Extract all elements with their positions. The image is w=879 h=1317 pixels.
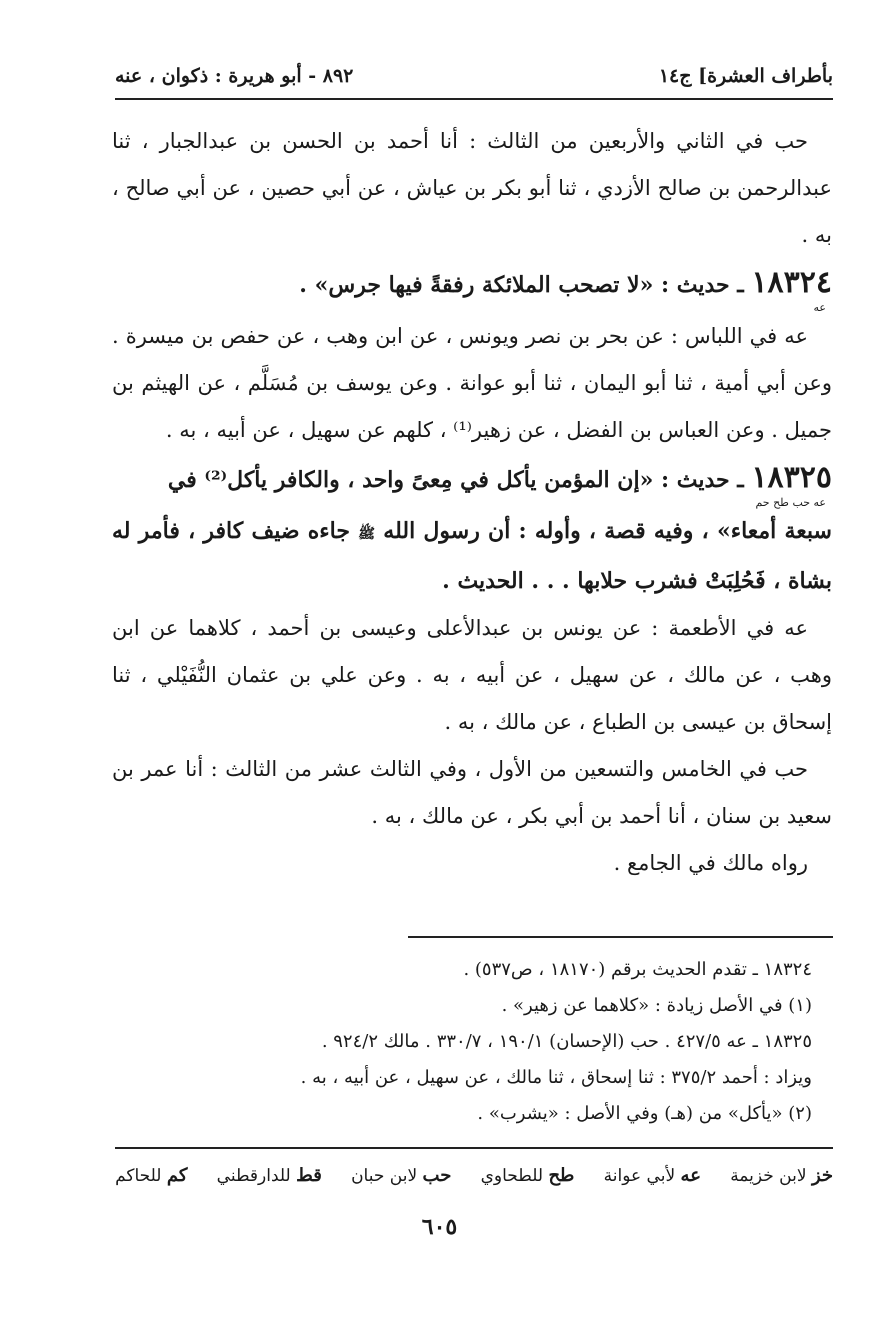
footnote-line: (١) في الأصل زيادة : «كلاهما عن زهير» . bbox=[501, 995, 812, 1016]
paragraph-awana-2: عه في الأطعمة : عن يونس بن عبدالأعلى وعيسى بن أحمد ، كلاهما عن ابن وهب ، عن مالك ، عن سهيل ، عن أبيه ، به . وعن علي بن عثمان النُّفَيْلي ، ثنا إسحاق بن عيسى بن الطباع ، عن مالك ، به . bbox=[112, 616, 832, 734]
paragraph-malik: رواه مالك في الجامع . bbox=[613, 851, 808, 875]
book-title: بأطراف العشرة] ج١٤ bbox=[658, 65, 833, 87]
footnote-line: (٢) «يأكل» من (هـ) وفي الأصل : «يشرب» . bbox=[477, 1103, 812, 1124]
header-divider bbox=[115, 98, 833, 100]
running-header bbox=[115, 58, 833, 94]
abbreviation-legend bbox=[115, 1158, 833, 1192]
hadith-text-line2-suffix: جاءه ضيف كافر ، فأمر له بشاة ، فَحُلِبَتْ فشرب حلابها . . . الحديث . bbox=[112, 518, 832, 594]
hadith-text: ـ حديث : «لا تصحب الملائكة رفقةً فيها جرس» . bbox=[299, 272, 744, 298]
footnote-line: ١٨٣٢٤ ـ تقدم الحديث برقم (١٨١٧٠ ، ص٥٣٧) . bbox=[463, 959, 812, 980]
main-text bbox=[112, 118, 832, 887]
footnote-line: ويزاد : أحمد ٣٧٥/٢ : ثنا إسحاق ، ثنا مالك ، عن سهيل ، عن أبيه ، به . bbox=[300, 1067, 812, 1088]
legend-item: عه لأبي عوانة bbox=[603, 1164, 701, 1186]
footnotes bbox=[112, 952, 832, 1132]
hadith-text-line2-prefix: سبعة أمعاء» ، وفيه قصة ، وأوله : أن رسول الله bbox=[383, 518, 832, 544]
page-number: ٦٠٥ bbox=[421, 1214, 458, 1240]
hadith-sigla: عه حب طح حم bbox=[755, 496, 826, 509]
hadith-sigla: عه bbox=[813, 301, 826, 314]
paragraph-hibban-1: حب في الثاني والأربعين من الثالث : أنا أحمد بن الحسن بن عبدالجبار ، ثنا عبدالرحمن بن صالح الأزدي ، ثنا أبو بكر بن عياش ، عن أبي حصين ، عن أبي صالح ، به . bbox=[112, 129, 832, 247]
legend-item: طح للطحاوي bbox=[480, 1164, 575, 1186]
footnote-line: ١٨٣٢٥ ـ عه ٤٢٧/٥ . حب (الإحسان) ١٩٠/١ ، ٣٣٠/٧ . مالك ٩٢٤/٢ . bbox=[321, 1031, 812, 1052]
hadith-18325 bbox=[112, 454, 832, 605]
legend-item: حب لابن حبان bbox=[351, 1164, 452, 1186]
hadith-text-line1: ـ حديث : «إن المؤمن يأكل في مِعىً واحد ، والكافر يأكل⁽²⁾ في bbox=[167, 467, 744, 493]
legend-item: كم للحاكم bbox=[115, 1164, 188, 1186]
footnote-divider bbox=[408, 936, 833, 938]
legend-divider bbox=[115, 1147, 833, 1149]
hadith-18324 bbox=[112, 259, 832, 313]
section-title: ٨٩٢ - أبو هريرة : ذكوان ، عنه bbox=[115, 65, 354, 87]
salawat-symbol: ﷺ bbox=[358, 526, 376, 542]
hadith-number: ١٨٣٢٥ bbox=[751, 460, 832, 495]
paragraph-hibban-2: حب في الخامس والتسعين من الأول ، وفي الثالث عشر من الثالث : أنا عمر بن سعيد بن سنان ، أنا أحمد بن أبي بكر ، عن مالك ، به . bbox=[112, 757, 832, 828]
paragraph-awana-1: عه في اللباس : عن بحر بن نصر ويونس ، عن ابن وهب ، عن حفص بن ميسرة . وعن أبي أمية ، ثنا أبو اليمان ، ثنا أبو عوانة . وعن يوسف بن مُسَلَّم ، عن الهيثم بن جميل . وعن العباس بن الفضل ، عن زهير⁽¹⁾ ، كلهم عن سهيل ، عن أبيه ، به . bbox=[112, 324, 832, 442]
legend-item: قط للدارقطني bbox=[216, 1164, 322, 1186]
hadith-number: ١٨٣٢٤ bbox=[751, 265, 832, 300]
legend-item: خز لابن خزيمة bbox=[730, 1164, 833, 1186]
